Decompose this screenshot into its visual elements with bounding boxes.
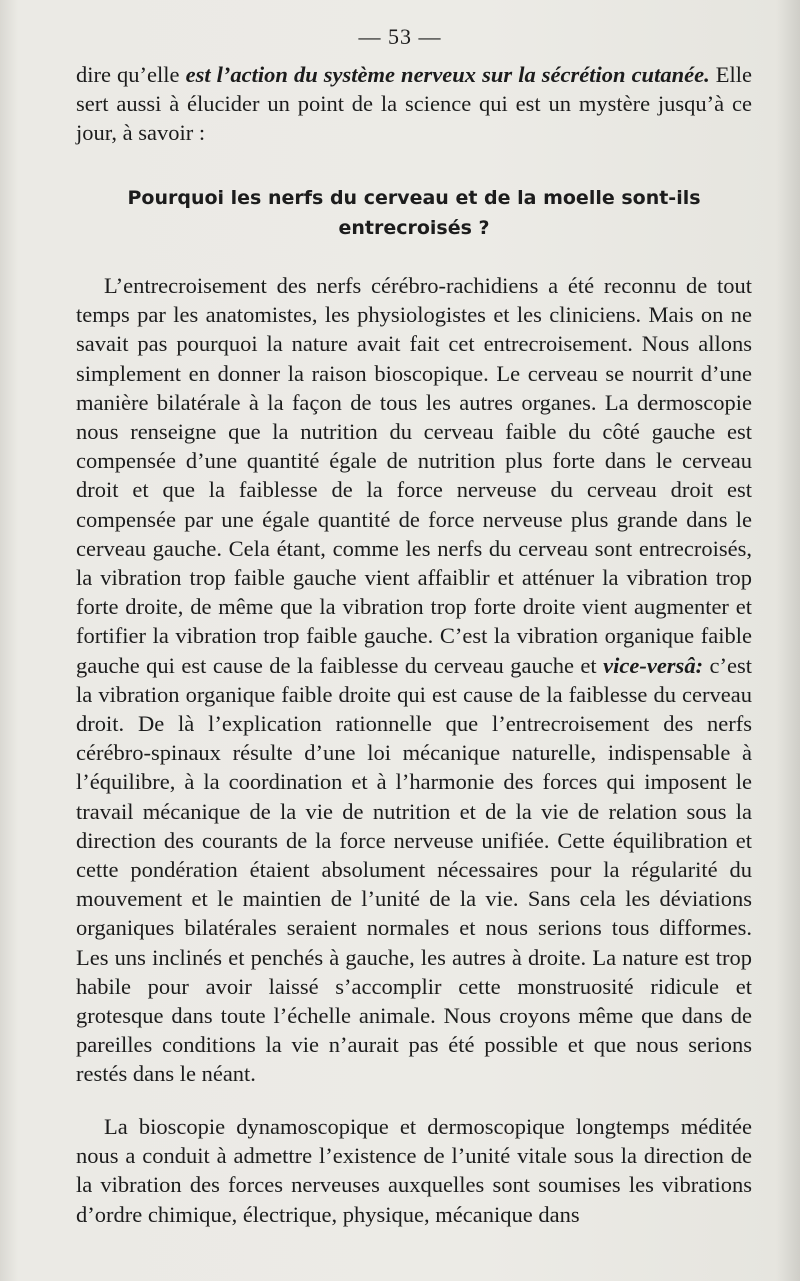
paragraph-entrecroisement [76, 271, 752, 1089]
intro-text-end: Elle sert aussi à élucider un point de la science qui est un mystère jusqu’à ce jour, à savoir : [76, 62, 752, 146]
paragraph-1-emphasis: vice-versâ: [603, 652, 704, 678]
intro-text-start: dire qu’elle [76, 62, 186, 87]
section-heading: Pourquoi les nerfs du cerveau et de la moelle sont-ils entrecroisés ? [127, 187, 701, 239]
intro-paragraph [76, 60, 752, 148]
paragraph-bioscopie: La bioscopie dynamoscopique et dermoscopique longtemps méditée nous a conduit à admettre l’existence de l’unité vitale sous la direction de la vibration des forces nerveuses auxquelles sont soumises les vibrations d’ordre chimique, électrique, physique, mécanique dans [76, 1114, 752, 1227]
paragraph-1-text-end: c’est la vibration organique faible droite qui est cause de la faiblesse du cerveau droit. De là l’explication rationnelle que l’entrecroisement des nerfs cérébro-spinaux résulte d’une loi mécanique naturelle, indispensable à l’équilibre, à la coordination et à l’harmonie des forces qui imposent le travail mécanique de la vie de nutrition et de la vie de relation sous la direction des courants de la force nerveuse unifiée. Cette équilibration et cette pondération étaient absolument nécessaires pour la régularité du mouvement et le maintien de l’unité de la vie. Sans cela les déviations organiques bilatérales seraient normales et nous serions tous difformes. Les uns inclinés et penchés à gauche, les autres à droite. La nature est trop habile pour avoir laissé s’accomplir cette monstruosité ridicule et grotesque dans toute l’échelle animale. Nous croyons même que dans de pareilles conditions la vie n’aurait pas été possible et que nous serions restés dans le néant. [76, 652, 753, 1087]
intro-emphasis: est l’action du système nerveux sur la sécrétion cutanée. [185, 62, 710, 87]
page-number: — 53 — [358, 24, 442, 49]
paragraph-1-text-start: L’entrecroisement des nerfs cérébro-rachidiens a été reconnu de tout temps par les anatomistes, les physiologistes et les cliniciens. Mais on ne savait pas pourquoi la nature avait fait cet entrecroisement. Nous allons simplement en donner la raison bioscopique. Le cerveau se nourrit d’une manière bilatérale à la façon de tous les autres organes. La dermoscopie nous renseigne que la nutrition du cerveau faible du côté gauche est compensée d’une quantité égale de nutrition plus forte dans le cerveau droit et que la faiblesse de la force nerveuse du cerveau droit est compensée par une égale quantité de force nerveuse plus grande dans le cerveau gauche. Cela étant, comme les nerfs du cerveau sont entrecroisés, la vibration trop faible gauche vient affaiblir et atténuer la vibration trop forte droite, de même que la vibration trop forte droite vient augmenter et fortifier la vibration trop faible gauche. C’est la vibration organique faible gauche qui est cause de la faiblesse du cerveau gauche et [76, 273, 752, 678]
